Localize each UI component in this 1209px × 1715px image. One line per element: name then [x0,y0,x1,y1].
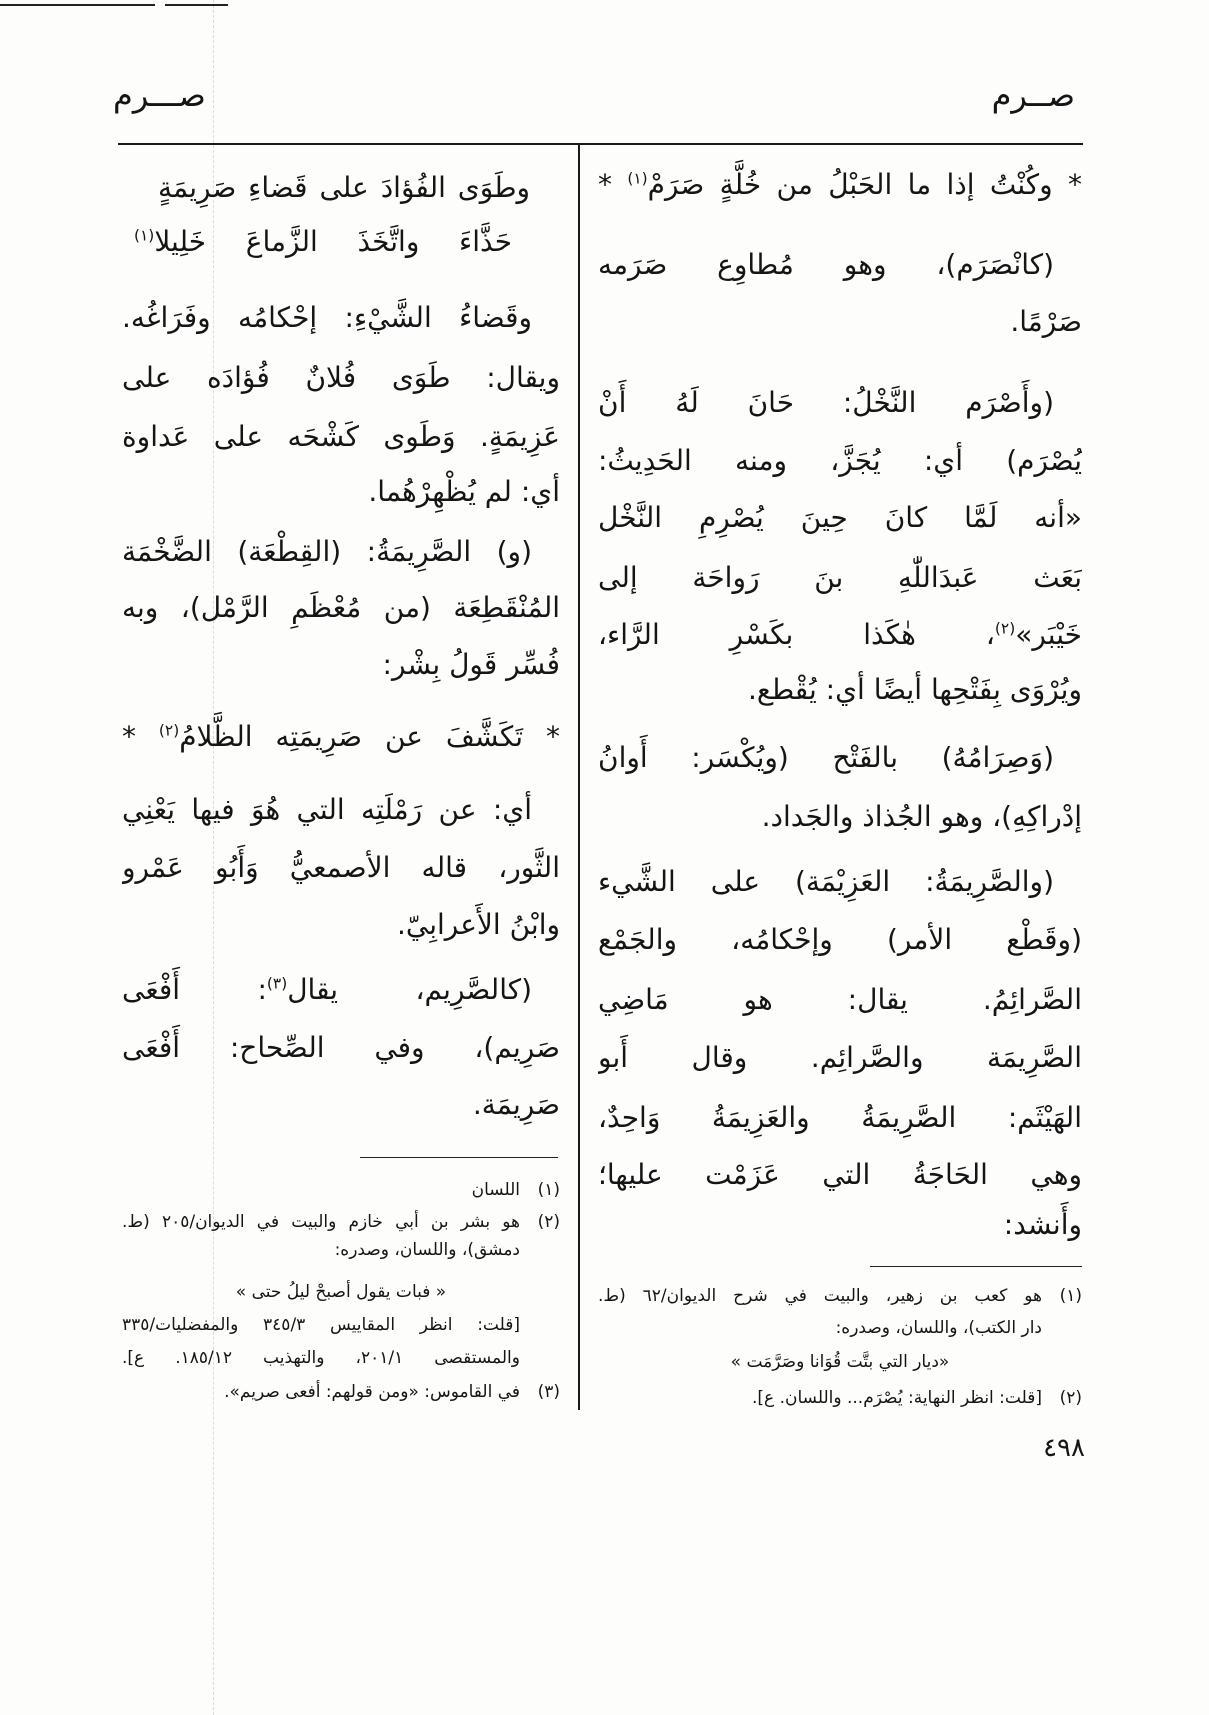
footnote-text: هو كعب بن زهير، والبيت في شرح الديوان/٦٢ (ط. [598,1286,1042,1306]
text-segment: ، هٰكَذا بكَسْرِ الرَّاء، [598,618,995,651]
text-line: (كانْصَرَم)، وهو مُطاوِع صَرَمه [598,248,1054,281]
page-number: ٤٩٨ [1043,1433,1085,1463]
text-line: عَزِيمَةٍ. وَطَوى كَشْحَه على عَداوة [122,420,560,453]
right-footnotes [598,0,1082,1715]
text-line: (والصَّرِيمَةُ: العَزِيْمَة) على الشَّيء [598,865,1054,898]
text-line: ويقال: طَوَى فُلانٌ فُؤادَه على [122,361,560,394]
text-line: صَرِيم)، وفي الصِّحاح: أَفْعَى [122,1031,560,1064]
text-line: أي: لم يُظْهِرْهُما. [368,475,560,508]
running-head-right: صــرم [991,76,1075,114]
text-line: ويُرْوَى بِفَتْحِها أيضًا أي: يُقْطع. [748,673,1082,706]
text-segment: خَيْبَر» [1015,618,1082,651]
text-line: الصَّرائِمُ. يقال: هو مَاضِي [598,983,1082,1016]
text-line: صَرِيمَة. [472,1088,560,1121]
footnote-line: [قلت: انظر المقاييس ٣٤٥/٣ والمفضليات/٣٣٥ [122,1315,520,1335]
running-head-left: صـــرم [113,76,206,114]
footnote-ref: (١) [134,226,155,245]
verse-text: تَكَشَّفَ عن صَرِيمَتِه الظَّلامُ [179,720,524,753]
footnote-verse: « فبات يقول أصبحْ ليلُ حتى » [235,1282,447,1302]
text-line: الهَيْثَم: الصَّرِيمَةُ والعَزِيمَةُ وَاحِدٌ، [598,1101,1082,1134]
footnote-text: هو بشر بن أبي خازم والبيت في الديوان/٢٠٥ (ط. [122,1212,520,1232]
text-segment: : أَفْعَى [122,973,267,1006]
footnote-number: (٢) [1059,1388,1082,1408]
text-line: «أنه لَمَّا كانَ حِينَ يُصْرِمِ النَّخْل [598,501,1082,534]
text-line: أي: عن رَمْلَتِه التي هُوَ فيها يَعْنِي [122,793,532,826]
text-segment: (كالصَّرِيم، يقال [287,973,532,1006]
footnote-text: [قلت: انظر النهاية: يُصْرَم... واللسان. ع]. [752,1388,1042,1408]
footnote-line [598,1382,1082,1414]
footnote-number: (١) [537,1180,560,1200]
footnote-line [122,1376,560,1408]
footnote-line [598,1280,1082,1312]
column-divider [578,143,580,1410]
footnote-text: في القاموس: «ومن قولهم: أفعى صريم». [224,1382,520,1402]
text-line: صَرْمًا. [1010,305,1082,338]
footnote-line: والمستقصى ٢٠١/١، والتهذيب ١٨٥/١٢. ع]. [122,1348,520,1368]
verse-star: * [598,168,612,201]
text-line: (وَصِرَامُهُ) بالفَتْح (ويُكْسَر: أَوانُ [598,741,1054,774]
footnote-number: (١) [1059,1286,1082,1306]
footnote-ref: (١) [627,169,648,188]
footnote-line [122,1174,560,1206]
footnote-number: (٣) [537,1382,560,1402]
footnote-ref: (٢) [994,619,1016,638]
text-line: بَعَث عَبدَاللّٰهِ بنَ رَواحَة إلى [598,561,1082,594]
text-line: المُنْقَطِعَة (من مُعْظَمِ الرَّمْل)، وبه [122,591,560,624]
text-line: (و) الصَّرِيمَةُ: (القِطْعَة) الضَّخْمَة [122,535,532,568]
text-line: فُسِّر قَولُ بِشْر: [382,648,560,681]
footnote-ref: (٣) [266,974,288,993]
text-line: (وأَصْرَم النَّخْلُ: حَانَ لَهُ أَنْ [598,386,1054,419]
text-line: الثَّور، قاله الأصمعيُّ وَأَبُو عَمْرو [122,851,560,884]
text-line: (وقَطْع الأمر) وإحْكامُه، والجَمْع [598,923,1082,956]
footnote-text: اللسان [471,1180,520,1200]
verse-star: * [1068,168,1082,201]
footnote-ref: (٢) [158,721,180,740]
verse-star: * [122,720,136,753]
text-line: يُصْرَم) أي: يُجَزَّ، ومنه الحَدِيثُ: [598,444,1082,477]
verse-star: * [546,720,560,753]
left-footnotes [122,0,560,1715]
text-line: إدْراكِهِ)، وهو الجُذاذ والجَداد. [761,800,1082,833]
verse-text: وكُنْتُ إذا ما الحَبْلُ من خُلَّةٍ صَرَمْ [647,168,1053,201]
footnote-number: (٢) [537,1212,560,1232]
footnote-verse: «ديار التي بتَّت قُوَانا وصَرَّمَت » [730,1352,950,1372]
text-line: وابْنُ الأَعرابِيّ. [396,908,560,941]
text-line: وهي الحَاجَةُ التي عَزَمْت عليها؛ [598,1158,1082,1191]
footnote-line: دمشق)، واللسان، وصدره: [334,1240,520,1260]
footnote-line: دار الكتب)، واللسان، وصدره: [835,1318,1042,1338]
verse-line: وطَوَى الفُؤادَ على قَضاءِ صَرِيمَةٍ [158,171,530,204]
text-line: الصَّرِيمَة والصَّرائِم. وقال أَبو [598,1041,1082,1074]
verse-text: حَذَّاءَ واتَّخَذَ الزَّماعَ خَلِيلا [154,225,512,258]
text-line: وقَضاءُ الشَّيْءِ: إحْكامُه وفَرَاغُه. [122,301,532,334]
text-line: وأَنشد: [1003,1208,1082,1241]
